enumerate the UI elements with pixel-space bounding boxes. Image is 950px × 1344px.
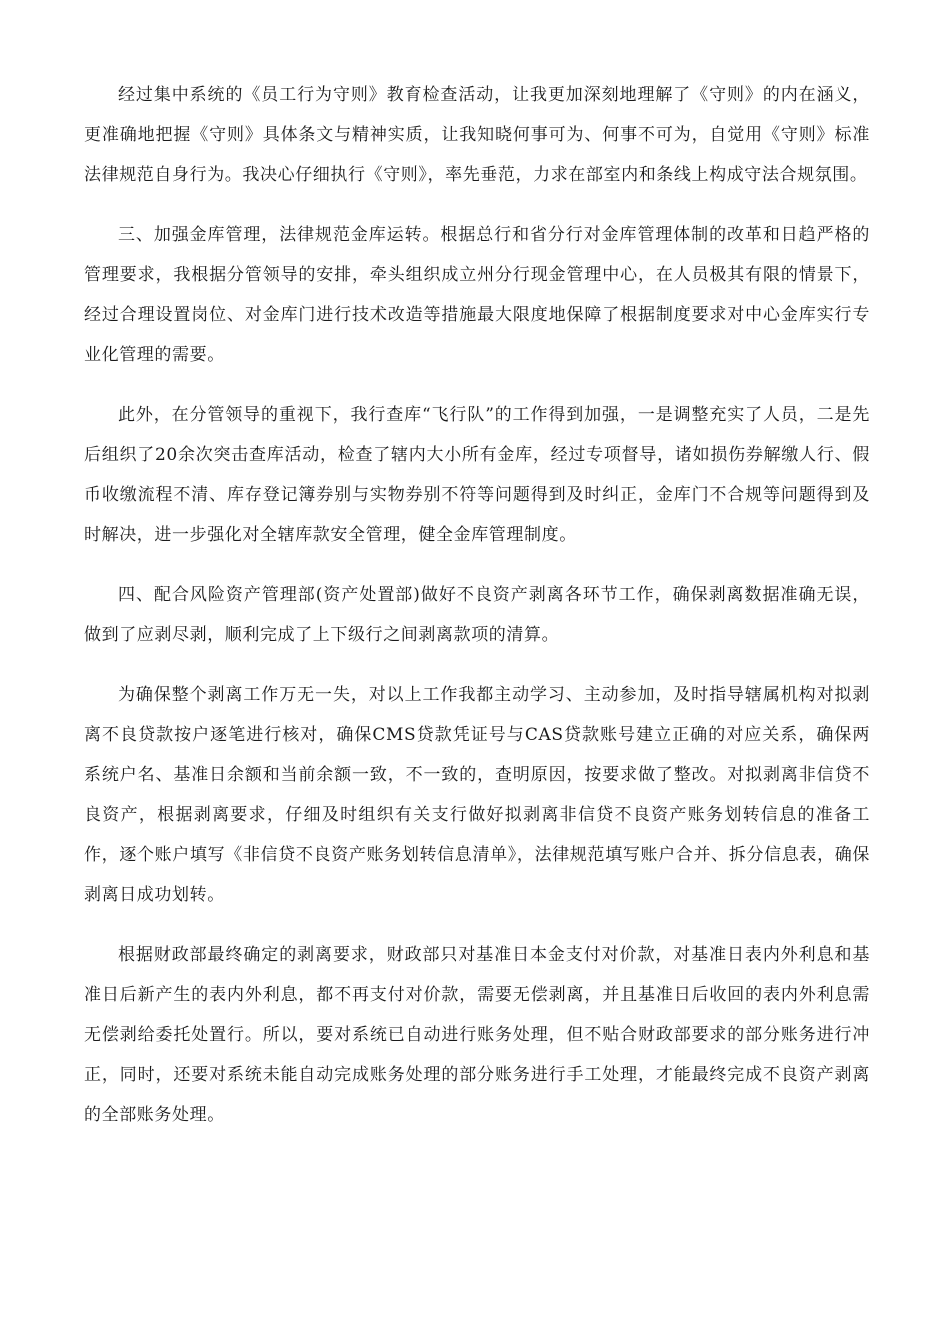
paragraph-6: 根据财政部最终确定的剥离要求，财政部只对基准日本金支付对价款，对基准日表内外利息和基准日后新产生的表内外利息，都不再支付对价款，需要无偿剥离，并且基准日后收回的表内外利息需无偿剥给委托处置行。所以，要对系统已自动进行账务处理，但不贴合财政部要求的部分账务进行冲正，同时，还要对系统未能自动完成账务处理的部分账务进行手工处理，才能最终完成不良资产剥离的全部账务处理。 xyxy=(84,945,870,1125)
paragraph-3: 此外，在分管领导的重视下，我行查库“飞行队”的工作得到加强，一是调整充实了人员，二是先后组织了20余次突击查库活动，检查了辖内大小所有金库，经过专项督导，诸如损伤券解缴人行、假币收缴流程不清、库存登记簿券别与实物券别不符等问题得到及时纠正，金库门不合规等问题得到及时解决，进一步强化对全辖库款安全管理，健全金库管理制度。 xyxy=(84,405,870,545)
paragraph-4: 四、配合风险资产管理部(资产处置部)做好不良资产剥离各环节工作，确保剥离数据准确无误，做到了应剥尽剥，顺利完成了上下级行之间剥离款项的清算。 xyxy=(84,585,870,645)
paragraph-5: 为确保整个剥离工作万无一失，对以上工作我都主动学习、主动参加，及时指导辖属机构对拟剥离不良贷款按户逐笔进行核对，确保CMS贷款凭证号与CAS贷款账号建立正确的对应关系，确保两系统户名、基准日余额和当前余额一致，不一致的，查明原因，按要求做了整改。对拟剥离非信贷不良资产，根据剥离要求，仔细及时组织有关支行做好拟剥离非信贷不良资产账务划转信息的准备工作，逐个账户填写《非信贷不良资产账务划转信息清单》，法律规范填写账户合并、拆分信息表，确保剥离日成功划转。 xyxy=(84,685,870,905)
paragraph-1: 经过集中系统的《员工行为守则》教育检查活动，让我更加深刻地理解了《守则》的内在涵义，更准确地把握《守则》具体条文与精神实质，让我知晓何事可为、何事不可为，自觉用《守则》标准法律规范自身行为。我决心仔细执行《守则》，率先垂范，力求在部室内和条线上构成守法合规氛围。 xyxy=(84,85,870,185)
document-body xyxy=(84,75,870,1155)
paragraph-2: 三、加强金库管理，法律规范金库运转。根据总行和省分行对金库管理体制的改革和日趋严格的管理要求，我根据分管领导的安排，牵头组织成立州分行现金管理中心，在人员极其有限的情景下，经过合理设置岗位、对金库门进行技术改造等措施最大限度地保障了根据制度要求对中心金库实行专业化管理的需要。 xyxy=(84,225,870,365)
